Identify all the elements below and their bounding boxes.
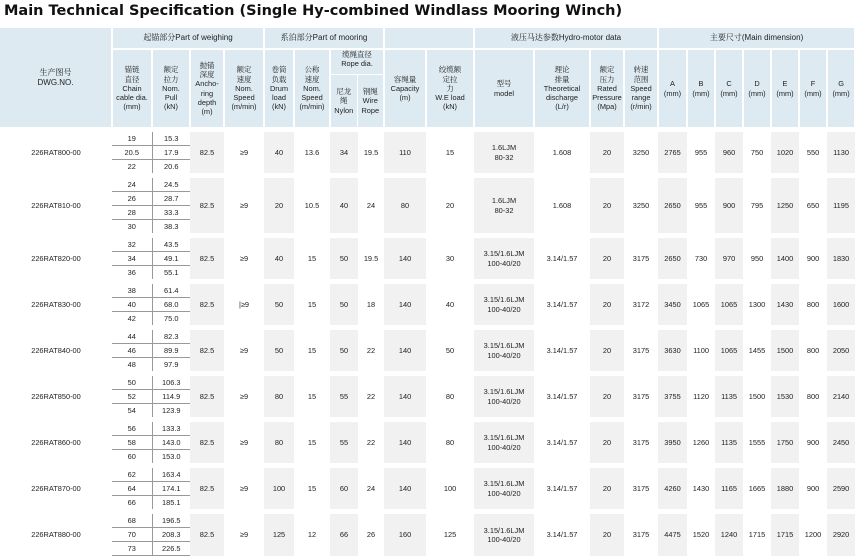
nom-pull-cell: 33.3 (152, 206, 190, 220)
nom-pull-cell: 196.5 (152, 512, 190, 528)
nylon-dia-cell: 60 (330, 466, 358, 512)
dimension-cell-b: 1120 (687, 374, 715, 420)
nom-pull-cell: 163.4 (152, 466, 190, 482)
nom-speed-cell: ≥9 (224, 236, 264, 282)
speed-range-cell: 3250 (624, 130, 658, 176)
header-nylon: 尼龙 绳 Nylon (331, 75, 358, 127)
dimension-cell-e: 1715 (771, 512, 799, 556)
nylon-dia-cell: 55 (330, 420, 358, 466)
chain-dia-cell: 20.5 (112, 146, 152, 160)
header-dim-g: G (mm) (827, 49, 855, 130)
dimension-cell-f: 1200 (799, 512, 827, 556)
wire-rope-dia-cell: 22 (358, 374, 384, 420)
nylon-dia-cell: 50 (330, 328, 358, 374)
anchoring-depth-cell: 82.5 (190, 512, 224, 556)
chain-dia-cell: 48 (112, 358, 152, 374)
dimension-cell-d: 1555 (743, 420, 771, 466)
table-row (0, 130, 855, 146)
model-cell: 1.6LJM 80-32 (474, 176, 534, 236)
drum-load-cell: 100 (264, 466, 294, 512)
header-mooring-speed: 公称 速度 Nom. Speed (m/min) (294, 49, 330, 130)
model-cell: 3.15/1.6LJM 100-40/20 (474, 374, 534, 420)
chain-dia-cell: 28 (112, 206, 152, 220)
chain-dia-cell: 56 (112, 420, 152, 436)
capacity-cell: 140 (384, 374, 426, 420)
dimension-cell-f: 650 (799, 176, 827, 236)
nom-pull-cell: 43.5 (152, 236, 190, 252)
dimension-cell-d: 1455 (743, 328, 771, 374)
we-load-cell: 80 (426, 420, 474, 466)
dimension-cell-b: 1100 (687, 328, 715, 374)
chain-dia-cell: 54 (112, 404, 152, 420)
we-load-cell: 80 (426, 374, 474, 420)
mooring-speed-cell: 15 (294, 236, 330, 282)
model-cell: 3.15/1.6LJM 100-40/20 (474, 420, 534, 466)
drawing-number: 226RAT800-00 (0, 130, 112, 176)
chain-dia-cell: 24 (112, 176, 152, 192)
we-load-cell: 100 (426, 466, 474, 512)
nom-pull-cell: 153.0 (152, 450, 190, 466)
dimension-cell-a: 4475 (658, 512, 687, 556)
capacity-cell: 140 (384, 282, 426, 328)
dimension-cell-g: 1600 (827, 282, 855, 328)
drum-load-cell: 20 (264, 176, 294, 236)
dimension-cell-c: 960 (715, 130, 743, 176)
chain-dia-cell: 19 (112, 130, 152, 146)
page-title: Main Technical Specification (Single Hy-combined Windlass Mooring Winch) (4, 3, 623, 19)
speed-range-cell: 3175 (624, 466, 658, 512)
wire-rope-dia-cell: 18 (358, 282, 384, 328)
table-row (0, 374, 855, 390)
we-load-cell: 20 (426, 176, 474, 236)
drawing-number: 226RAT830-00 (0, 282, 112, 328)
header-speed-range: 转速 范围 Speed range (r/min) (624, 49, 658, 130)
capacity-cell: 140 (384, 420, 426, 466)
chain-dia-cell: 38 (112, 282, 152, 298)
dimension-cell-f: 900 (799, 420, 827, 466)
chain-dia-cell: 68 (112, 512, 152, 528)
drum-load-cell: 40 (264, 130, 294, 176)
mooring-speed-cell: 12 (294, 512, 330, 556)
speed-range-cell: 3172 (624, 282, 658, 328)
model-cell: 3.15/1.6LJM 100-40/20 (474, 282, 534, 328)
dimension-cell-d: 1300 (743, 282, 771, 328)
nom-pull-cell: 106.3 (152, 374, 190, 390)
we-load-cell: 50 (426, 328, 474, 374)
dimension-cell-g: 2140 (827, 374, 855, 420)
nom-pull-cell: 114.9 (152, 390, 190, 404)
dimension-cell-e: 1430 (771, 282, 799, 328)
dimension-cell-b: 955 (687, 176, 715, 236)
nom-pull-cell: 38.3 (152, 220, 190, 236)
speed-range-cell: 3175 (624, 374, 658, 420)
wire-rope-dia-cell: 22 (358, 420, 384, 466)
mooring-speed-cell: 15 (294, 328, 330, 374)
mooring-speed-cell: 15 (294, 282, 330, 328)
mooring-speed-cell: 10.5 (294, 176, 330, 236)
dimension-cell-c: 1240 (715, 512, 743, 556)
speed-range-cell: 3175 (624, 512, 658, 556)
dimension-cell-c: 1065 (715, 282, 743, 328)
dimension-cell-a: 3630 (658, 328, 687, 374)
dimension-cell-g: 1830 (827, 236, 855, 282)
capacity-cell: 110 (384, 130, 426, 176)
dimension-cell-e: 1500 (771, 328, 799, 374)
nylon-dia-cell: 50 (330, 236, 358, 282)
chain-dia-cell: 40 (112, 298, 152, 312)
header-hydro-motor: 液压马达参数Hydro-motor data (474, 28, 658, 49)
header-rated-pressure: 额定 压力 Rated Pressure (Mpa) (590, 49, 624, 130)
anchoring-depth-cell: 82.5 (190, 236, 224, 282)
header-dim-a: A (mm) (658, 49, 687, 130)
nom-pull-cell: 89.9 (152, 344, 190, 358)
nom-speed-cell: ≥9 (224, 374, 264, 420)
header-theoretical-discharge: 理论 排量 Theoretical discharge (L/r) (534, 49, 590, 130)
discharge-cell: 1.608 (534, 130, 590, 176)
dimension-cell-d: 795 (743, 176, 771, 236)
dimension-cell-g: 2450 (827, 420, 855, 466)
drum-load-cell: 125 (264, 512, 294, 556)
drawing-number: 226RAT880-00 (0, 512, 112, 556)
header-rope-dia: 缆绳直径 Rope dia. (331, 50, 383, 75)
nom-pull-cell: 97.9 (152, 358, 190, 374)
header-drum-load: 卷筒 负载 Drum load (kN) (264, 49, 294, 130)
header-part-mooring: 系泊部分Part of mooring (264, 28, 384, 49)
nom-pull-cell: 75.0 (152, 312, 190, 328)
header-drawing-no: 生产图号 DWG.NO. (0, 28, 112, 130)
dimension-cell-f: 900 (799, 466, 827, 512)
nylon-dia-cell: 55 (330, 374, 358, 420)
dimension-cell-a: 3450 (658, 282, 687, 328)
nom-pull-cell: 49.1 (152, 252, 190, 266)
header-capacity: 容绳量 Capacity (m) (384, 49, 426, 130)
nom-pull-cell: 82.3 (152, 328, 190, 344)
nom-pull-cell: 61.4 (152, 282, 190, 298)
nom-pull-cell: 185.1 (152, 496, 190, 512)
nom-pull-cell: 174.1 (152, 482, 190, 496)
rated-pressure-cell: 20 (590, 282, 624, 328)
table-row (0, 282, 855, 298)
we-load-cell: 125 (426, 512, 474, 556)
we-load-cell: 30 (426, 236, 474, 282)
speed-range-cell: 3250 (624, 176, 658, 236)
model-cell: 1.6LJM 80-32 (474, 130, 534, 176)
chain-dia-cell: 42 (112, 312, 152, 328)
table-row (0, 420, 855, 436)
model-cell: 3.15/1.6LJM 100-40/20 (474, 512, 534, 556)
dimension-cell-a: 3755 (658, 374, 687, 420)
chain-dia-cell: 46 (112, 344, 152, 358)
drawing-number: 226RAT870-00 (0, 466, 112, 512)
anchoring-depth-cell: 82.5 (190, 374, 224, 420)
discharge-cell: 1.608 (534, 176, 590, 236)
chain-dia-cell: 32 (112, 236, 152, 252)
chain-dia-cell: 52 (112, 390, 152, 404)
chain-dia-cell: 34 (112, 252, 152, 266)
dimension-cell-g: 2590 (827, 466, 855, 512)
dimension-cell-d: 1715 (743, 512, 771, 556)
dimension-cell-f: 800 (799, 328, 827, 374)
table-row (0, 328, 855, 344)
dimension-cell-a: 4260 (658, 466, 687, 512)
nom-pull-cell: 68.0 (152, 298, 190, 312)
nom-speed-cell: |≥9 (224, 282, 264, 328)
dimension-cell-c: 1065 (715, 328, 743, 374)
dimension-cell-d: 1500 (743, 374, 771, 420)
nylon-dia-cell: 50 (330, 282, 358, 328)
spec-table-body (0, 130, 855, 556)
anchoring-depth-cell: 82.5 (190, 328, 224, 374)
dimension-cell-c: 1135 (715, 420, 743, 466)
drum-load-cell: 80 (264, 420, 294, 466)
chain-dia-cell: 44 (112, 328, 152, 344)
dimension-cell-c: 1165 (715, 466, 743, 512)
capacity-cell: 80 (384, 176, 426, 236)
wire-rope-dia-cell: 26 (358, 512, 384, 556)
drawing-number: 226RAT810-00 (0, 176, 112, 236)
wire-rope-dia-cell: 22 (358, 328, 384, 374)
header-capacity-blank (384, 28, 474, 49)
rated-pressure-cell: 20 (590, 374, 624, 420)
chain-dia-cell: 73 (112, 542, 152, 556)
speed-range-cell: 3175 (624, 328, 658, 374)
wire-rope-dia-cell: 24 (358, 466, 384, 512)
discharge-cell: 3.14/1.57 (534, 374, 590, 420)
nom-speed-cell: ≥9 (224, 466, 264, 512)
table-row (0, 512, 855, 528)
nom-speed-cell: ≥9 (224, 130, 264, 176)
capacity-cell: 160 (384, 512, 426, 556)
dimension-cell-g: 2050 (827, 328, 855, 374)
discharge-cell: 3.14/1.57 (534, 328, 590, 374)
nom-pull-cell: 15.3 (152, 130, 190, 146)
dimension-cell-g: 1130 (827, 130, 855, 176)
model-cell: 3.15/1.6LJM 100-40/20 (474, 328, 534, 374)
discharge-cell: 3.14/1.57 (534, 512, 590, 556)
chain-dia-cell: 26 (112, 192, 152, 206)
chain-dia-cell: 60 (112, 450, 152, 466)
header-part-weighing: 起锚部分Part of weighing (112, 28, 264, 49)
nom-speed-cell: ≥9 (224, 328, 264, 374)
header-dim-e: E (mm) (771, 49, 799, 130)
mooring-speed-cell: 13.6 (294, 130, 330, 176)
dimension-cell-e: 1880 (771, 466, 799, 512)
anchoring-depth-cell: 82.5 (190, 176, 224, 236)
dimension-cell-b: 1065 (687, 282, 715, 328)
drawing-number: 226RAT860-00 (0, 420, 112, 466)
discharge-cell: 3.14/1.57 (534, 420, 590, 466)
dimension-cell-e: 1020 (771, 130, 799, 176)
rated-pressure-cell: 20 (590, 328, 624, 374)
dimension-cell-g: 2920 (827, 512, 855, 556)
header-dim-c: C (mm) (715, 49, 743, 130)
dimension-cell-c: 970 (715, 236, 743, 282)
anchoring-depth-cell: 82.5 (190, 130, 224, 176)
drum-load-cell: 50 (264, 282, 294, 328)
dimension-cell-c: 1135 (715, 374, 743, 420)
nom-pull-cell: 20.6 (152, 160, 190, 176)
header-dim-f: F (mm) (799, 49, 827, 130)
nylon-dia-cell: 40 (330, 176, 358, 236)
anchoring-depth-cell: 82.5 (190, 466, 224, 512)
dimension-cell-f: 900 (799, 236, 827, 282)
nylon-dia-cell: 66 (330, 512, 358, 556)
nom-speed-cell: ≥9 (224, 176, 264, 236)
nom-pull-cell: 123.9 (152, 404, 190, 420)
nom-pull-cell: 28.7 (152, 192, 190, 206)
speed-range-cell: 3175 (624, 236, 658, 282)
dimension-cell-b: 1520 (687, 512, 715, 556)
anchoring-depth-cell: 82.5 (190, 282, 224, 328)
drum-load-cell: 40 (264, 236, 294, 282)
rated-pressure-cell: 20 (590, 512, 624, 556)
anchoring-depth-cell: 82.5 (190, 420, 224, 466)
chain-dia-cell: 58 (112, 436, 152, 450)
header-main-dimension: 主要尺寸(Main dimension) (658, 28, 855, 49)
dimension-cell-b: 1430 (687, 466, 715, 512)
drum-load-cell: 80 (264, 374, 294, 420)
dimension-cell-g: 1195 (827, 176, 855, 236)
drawing-number: 226RAT850-00 (0, 374, 112, 420)
header-dim-b: B (mm) (687, 49, 715, 130)
nom-pull-cell: 55.1 (152, 266, 190, 282)
mooring-speed-cell: 15 (294, 374, 330, 420)
drawing-number: 226RAT840-00 (0, 328, 112, 374)
dimension-cell-d: 950 (743, 236, 771, 282)
dimension-cell-d: 1665 (743, 466, 771, 512)
header-chain-dia: 锚链 直径 Chain cable dia. (mm) (112, 49, 152, 130)
header-nom-speed: 额定 速度 Nom. Speed (m/min) (224, 49, 264, 130)
rated-pressure-cell: 20 (590, 466, 624, 512)
dimension-cell-d: 750 (743, 130, 771, 176)
dimension-cell-f: 550 (799, 130, 827, 176)
chain-dia-cell: 22 (112, 160, 152, 176)
dimension-cell-f: 800 (799, 374, 827, 420)
rated-pressure-cell: 20 (590, 420, 624, 466)
speed-range-cell: 3175 (624, 420, 658, 466)
dimension-cell-c: 900 (715, 176, 743, 236)
dimension-cell-a: 2650 (658, 176, 687, 236)
chain-dia-cell: 30 (112, 220, 152, 236)
discharge-cell: 3.14/1.57 (534, 236, 590, 282)
we-load-cell: 40 (426, 282, 474, 328)
header-rope-dia-group (330, 49, 384, 130)
capacity-cell: 140 (384, 466, 426, 512)
chain-dia-cell: 50 (112, 374, 152, 390)
header-model: 型号 model (474, 49, 534, 130)
nom-pull-cell: 143.0 (152, 436, 190, 450)
dimension-cell-f: 800 (799, 282, 827, 328)
nom-pull-cell: 24.5 (152, 176, 190, 192)
wire-rope-dia-cell: 19.5 (358, 236, 384, 282)
rated-pressure-cell: 20 (590, 130, 624, 176)
nom-pull-cell: 133.3 (152, 420, 190, 436)
discharge-cell: 3.14/1.57 (534, 466, 590, 512)
header-dim-d: D (mm) (743, 49, 771, 130)
header-nom-pull: 额定 拉力 Nom. Pull (kN) (152, 49, 190, 130)
header-anchoring-depth: 抛锚 深度 Ancho- ring depth (m) (190, 49, 224, 130)
header-wire-rope: 钢绳 Wire Rope (361, 87, 380, 115)
discharge-cell: 3.14/1.57 (534, 282, 590, 328)
capacity-cell: 140 (384, 236, 426, 282)
wire-rope-dia-cell: 24 (358, 176, 384, 236)
chain-dia-cell: 62 (112, 466, 152, 482)
dimension-cell-e: 1530 (771, 374, 799, 420)
chain-dia-cell: 66 (112, 496, 152, 512)
chain-dia-cell: 70 (112, 528, 152, 542)
we-load-cell: 15 (426, 130, 474, 176)
mooring-speed-cell: 15 (294, 420, 330, 466)
nom-pull-cell: 17.9 (152, 146, 190, 160)
dimension-cell-e: 1250 (771, 176, 799, 236)
nom-pull-cell: 226.5 (152, 542, 190, 556)
dimension-cell-b: 730 (687, 236, 715, 282)
dimension-cell-a: 3950 (658, 420, 687, 466)
nom-speed-cell: ≥9 (224, 512, 264, 556)
nom-speed-cell: ≥9 (224, 420, 264, 466)
rated-pressure-cell: 20 (590, 236, 624, 282)
dimension-cell-b: 1260 (687, 420, 715, 466)
dimension-cell-a: 2650 (658, 236, 687, 282)
table-row (0, 176, 855, 192)
chain-dia-cell: 36 (112, 266, 152, 282)
dimension-cell-e: 1750 (771, 420, 799, 466)
dimension-cell-b: 955 (687, 130, 715, 176)
wire-rope-dia-cell: 19.5 (358, 130, 384, 176)
dimension-cell-e: 1400 (771, 236, 799, 282)
chain-dia-cell: 64 (112, 482, 152, 496)
table-row (0, 236, 855, 252)
model-cell: 3.15/1.6LJM 100-40/20 (474, 236, 534, 282)
drum-load-cell: 50 (264, 328, 294, 374)
capacity-cell: 140 (384, 328, 426, 374)
nylon-dia-cell: 34 (330, 130, 358, 176)
table-row (0, 466, 855, 482)
mooring-speed-cell: 15 (294, 466, 330, 512)
rated-pressure-cell: 20 (590, 176, 624, 236)
dimension-cell-a: 2765 (658, 130, 687, 176)
model-cell: 3.15/1.6LJM 100-40/20 (474, 466, 534, 512)
spec-table (0, 28, 856, 556)
header-we-load: 绞缆额 定拉 力 W.E load (kN) (426, 49, 474, 130)
drawing-number: 226RAT820-00 (0, 236, 112, 282)
nom-pull-cell: 208.3 (152, 528, 190, 542)
